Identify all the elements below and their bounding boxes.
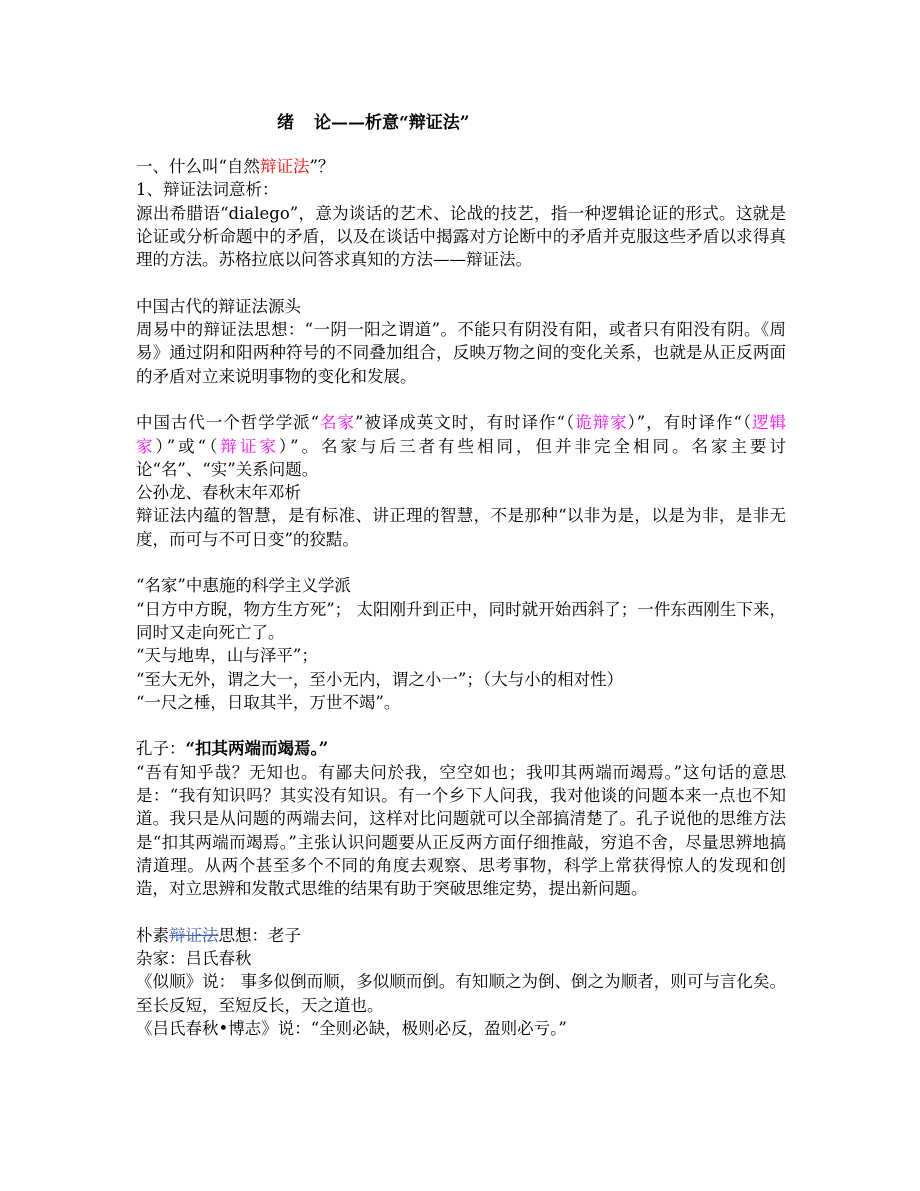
dialectics-link[interactable]: 辩证法 (169, 925, 219, 945)
section6-line2: 杂家：吕氏春秋 (136, 949, 252, 969)
section5-heading-quote: “扣其两端而竭焉。” (185, 739, 329, 759)
section3-text-e: ）”。名家与后三者有些相同，但并非完全相同。名家主要讨论“名”、“实”关系问题。 (136, 436, 787, 479)
section4-line4: “一尺之棰，日取其半，万世不竭”。 (136, 692, 401, 712)
term-dialectician: 辩证家 (220, 436, 279, 456)
term-mingjia: 名家 (319, 413, 355, 433)
section6-line1-post: 思想：老子 (218, 925, 301, 945)
title-part1: 绪 (277, 113, 294, 133)
section5-heading (136, 737, 786, 760)
section1-heading-highlight: 辩证法 (259, 157, 310, 176)
section1-subheading: 1、辩证法词意析： (136, 180, 279, 200)
section3-text-a: 中国古代一个哲学学派“ (136, 413, 320, 433)
section3-text-d: ）”或“（ (155, 436, 221, 456)
section2-heading: 中国古代的辩证法源头 (136, 296, 301, 316)
document-title (277, 108, 470, 133)
section3-paragraph (136, 411, 786, 481)
section5-paragraph: “吾有知乎哉？无知也。有鄙夫问於我，空空如也；我叩其两端而竭焉。”这句话的意思是：“我有知识吗？其实没有知识。有一个乡下人问我，我对他谈的问题本来一点也不知道。我只是从问题的两端去问，这样对比问题就可以全部搞清楚了。孔子说他的思维方法是“扣其两端而竭焉。”主张认识问题要从正反两方面仔细推敲，穷追不舍，尽量思辨地搞清道理。从两个甚至多个不同的角度去观察、思考事物，科学上常获得惊人的发现和创造，对立思辨和发散式思维的结果有助于突破思维定势，提出新问题。 (136, 762, 786, 899)
section5-heading-pre: 孔子： (136, 739, 186, 759)
section3-line2: 公孙龙、春秋末年邓析 (136, 483, 301, 503)
section1-paragraph: 源出希腊语“dialego”，意为谈话的艺术、论战的技艺，指一种逻辑论证的形式。这就是论证或分析命题中的矛盾，以及在谈话中揭露对方论断中的矛盾并克服这些矛盾以求得真理的方法。苏格拉底以问答求真知的方法——辩证法。 (136, 203, 786, 270)
section6-paragraph: 《似顺》说： 事多似倒而顺，多似顺而倒。有知顺之为倒、倒之为顺者，则可与言化矣。至长反短，至短反长，天之道也。 (136, 972, 786, 1015)
section4-heading: “名家”中惠施的科学主义学派 (136, 576, 351, 596)
document-body (136, 155, 786, 1040)
term-logician: 逻辑家 (136, 413, 787, 456)
section4-line3: “至大无外，谓之大一，至小无内，谓之小一”；（大与小的相对性） (136, 669, 624, 689)
section1-heading (136, 155, 786, 178)
section4-line2: “天与地卑，山与泽平”； (136, 646, 318, 666)
section6-line1-pre: 朴素 (136, 925, 169, 945)
title-part2: 论——析意“辩证法” (314, 113, 470, 133)
section1-heading-pre: 一、什么叫“自然 (136, 157, 260, 176)
section6-last-line: 《吕氏春秋•博志》说：“全则必缺，极则必反，盈则必亏。” (136, 1018, 567, 1038)
section2-paragraph: 周易中的辩证法思想：“一阴一阳之谓道”。不能只有阴没有阳，或者只有阳没有阴。《周易》通过阴和阳两种符号的不同叠加组合，反映万物之间的变化关系，也就是从正反两面的矛盾对立来说明事物的变化和发展。 (136, 320, 786, 386)
section6-line1 (136, 924, 786, 947)
section3-paragraph3: 辩证法内蕴的智慧，是有标准、讲正理的智慧，不是那种“以非为是，以是为非，是非无度，而可与不可日变”的狡黠。 (136, 506, 786, 549)
section1-heading-post: ”？ (309, 157, 335, 176)
section3-text-b: ”被译成英文时，有时译作“（ (354, 413, 576, 433)
section4-line1: “日方中方睨，物方生方死”； 太阳刚升到正中，同时就开始西斜了；一件东西刚生下来，同时又走向死亡了。 (136, 599, 786, 642)
section3-text-c: ）”，有时译作“（ (627, 413, 753, 433)
term-sophist: 诡辩家 (575, 413, 628, 433)
